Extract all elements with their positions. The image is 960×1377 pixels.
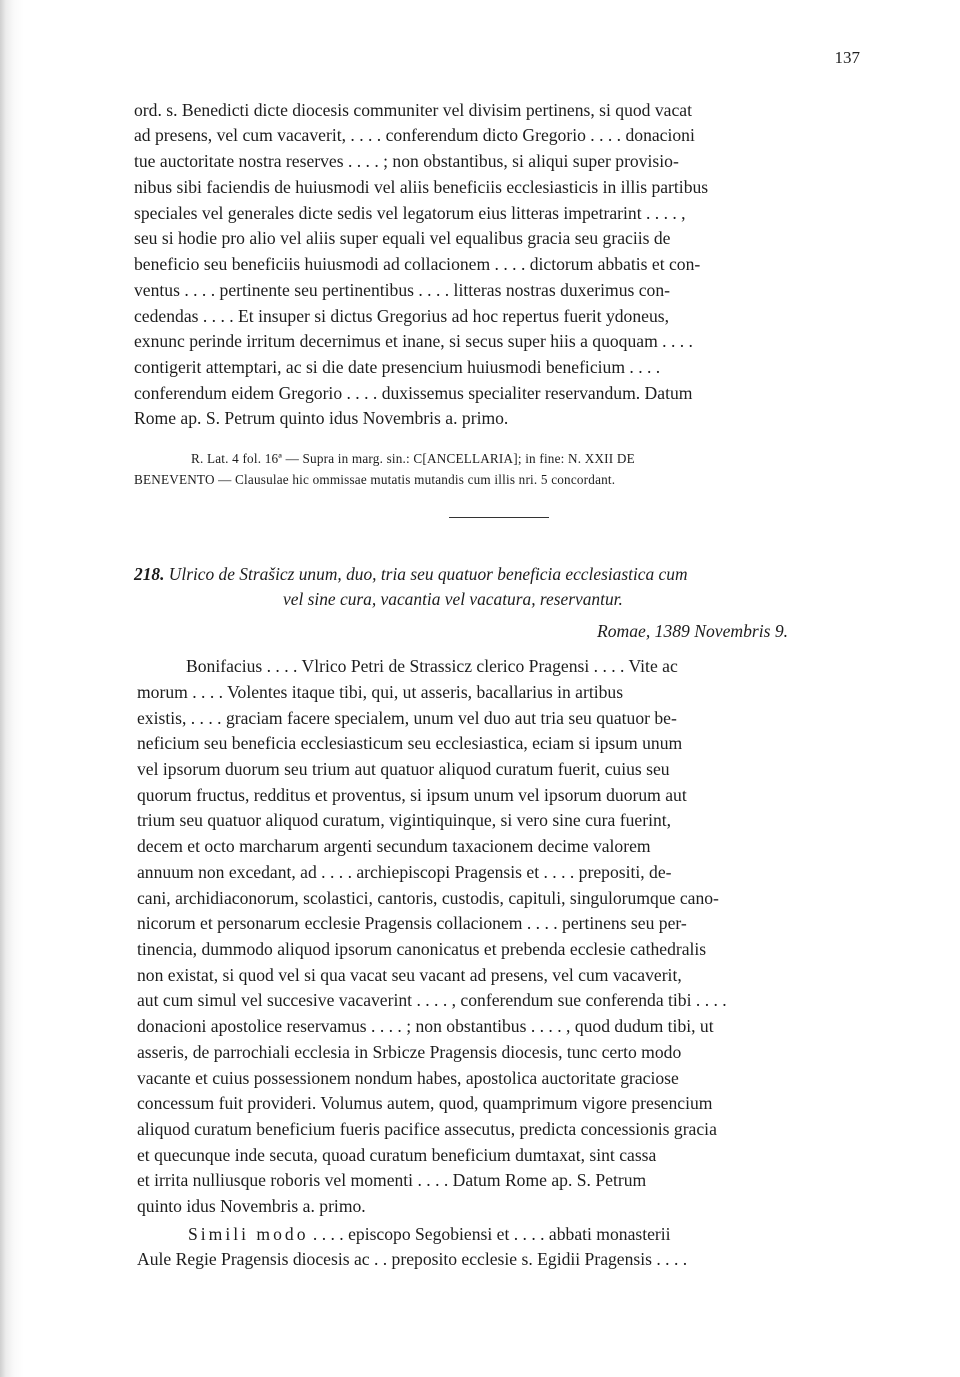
entry-place-date: Romae, 1389 Novembris 9. bbox=[597, 621, 789, 641]
text-line: Aule Regie Pragensis diocesis ac . . preposito ecclesie s. Egidii Pragensis . . . . bbox=[137, 1249, 688, 1269]
text-line: donacioni apostolice reservamus . . . . ; non obstantibus . . . . , quod dudum tibi, ut bbox=[137, 1016, 714, 1036]
entry-title-line bbox=[134, 562, 688, 586]
text-line: et irrita nulliusque roboris vel momenti . . . . Datum Rome ap. S. Petrum bbox=[137, 1170, 647, 1190]
page-number: 137 bbox=[834, 48, 860, 67]
text-line: trium seu quatuor aliquod curatum, vigintiquinque, si vero sine cura fuerint, bbox=[137, 810, 672, 830]
entry-title: Ulrico de Strašicz unum, duo, tria seu quatuor beneficia ecclesiastica cum bbox=[168, 564, 688, 584]
text-line: ventus . . . . pertinente seu pertinentibus . . . . litteras nostras duxerimus con- bbox=[134, 280, 671, 300]
text-line: aut cum simul vel succesive vacaverint . . . . , conferendum sue conferenda tibi . . . . bbox=[137, 990, 727, 1010]
text-line bbox=[188, 1222, 671, 1246]
text-line: Bonifacius . . . . Vlrico Petri de Strassicz clerico Pragensi . . . . Vite ac bbox=[186, 656, 678, 676]
text-line: cedendas . . . . Et insuper si dictus Gregorius ad hoc repertus fuerit ydoneus, bbox=[134, 306, 670, 326]
text-line: concessum fuit provideri. Volumus autem, quod, quamprimum vigore presencium bbox=[137, 1093, 713, 1113]
text-line: vacante et cuius possessionem nondum habes, apostolica auctoritate graciose bbox=[137, 1068, 679, 1088]
footnote-line: BENEVENTO — Clausulae hic ommissae mutatis mutandis cum illis nri. 5 concordant. bbox=[134, 472, 616, 487]
section-divider bbox=[449, 517, 549, 518]
entry-number: 218. bbox=[134, 564, 165, 584]
text-line: aliquod curatum beneficium fueris pacifice assecutus, predicta concessionis gracia bbox=[137, 1119, 717, 1139]
simili-modo-lead: Simili modo bbox=[188, 1224, 309, 1244]
entry-title-line-2: vel sine cura, vacantia vel vacatura, reservantur. bbox=[283, 589, 623, 609]
text-line: beneficio seu beneficiis huiusmodi ad collacionem . . . . dictorum abbatis et con- bbox=[134, 254, 701, 274]
text-line: nibus sibi faciendis de huiusmodi vel aliis beneficiis ecclesiasticis in illis partibus bbox=[134, 177, 709, 197]
text-line: neficium seu beneficia ecclesiasticum seu ecclesiastica, eciam si ipsum unum bbox=[137, 733, 683, 753]
text-line: annuum non excedant, ad . . . . archiepiscopi Pragensis et . . . . prepositi, de- bbox=[137, 862, 672, 882]
text-line: contigerit attemptari, ac si die date presencium huiusmodi beneficium . . . . bbox=[134, 357, 661, 377]
text-line: tinencia, dummodo aliquod ipsorum canonicatus et prebenda ecclesie cathedralis bbox=[137, 939, 707, 959]
text-line: tue auctoritate nostra reserves . . . . ; non obstantibus, si aliqui super provisio- bbox=[134, 151, 679, 171]
text-line: decem et octo marcharum argenti secundum taxacionem decime valorem bbox=[137, 836, 651, 856]
text-line: non existat, si quod vel si qua vacat seu vacant ad presens, vel cum vacaverit, bbox=[137, 965, 682, 985]
text-line: quinto idus Novembris a. primo. bbox=[137, 1196, 366, 1216]
text-line: cani, archidiaconorum, scolastici, cantoris, custodis, capituli, singulorumque cano- bbox=[137, 888, 719, 908]
footnote-line: R. Lat. 4 fol. 16ª — Supra in marg. sin.: C[ANCELLARIA]; in fine: N. XXII DE bbox=[191, 451, 635, 466]
text-line: nicorum et personarum ecclesie Pragensis collacionem . . . . pertinens seu per- bbox=[137, 913, 687, 933]
text-line: quorum fructus, redditus et proventus, si ipsum unum vel ipsorum duorum aut bbox=[137, 785, 687, 805]
text-line: ord. s. Benedicti dicte diocesis communiter vel divisim pertinens, si quod vacat bbox=[134, 100, 692, 120]
text-line: existis, . . . . graciam facere specialem, unum vel duo aut tria seu quatuor be- bbox=[137, 708, 677, 728]
text-line: vel ipsorum duorum seu trium aut quatuor aliquod curatum fuerit, cuius seu bbox=[137, 759, 670, 779]
text-line: speciales vel generales dicte sedis vel legatorum eius litteras impetrarint . . . . , bbox=[134, 203, 686, 223]
text-line-rest: . . . . episcopo Segobiensi et . . . . abbati monasterii bbox=[308, 1224, 671, 1244]
text-line: seu si hodie pro alio vel aliis super equali vel equalibus gracia seu graciis de bbox=[134, 228, 671, 248]
text-line: Rome ap. S. Petrum quinto idus Novembris a. primo. bbox=[134, 408, 509, 428]
text-line: conferendum eidem Gregorio . . . . duxissemus specialiter reservandum. Datum bbox=[134, 383, 693, 403]
text-line: et quecunque inde secuta, quoad curatum beneficium dumtaxat, sint cassa bbox=[137, 1145, 657, 1165]
text-line: exnunc perinde irritum decernimus et inane, si secus super hiis a quoquam . . . . bbox=[134, 331, 693, 351]
text-line: asseris, de parrochiali ecclesia in Srbicze Pragensis diocesis, tunc certo modo bbox=[137, 1042, 682, 1062]
text-line: ad presens, vel cum vacaverit, . . . . conferendum dicto Gregorio . . . . donacioni bbox=[134, 125, 695, 145]
text-line: morum . . . . Volentes itaque tibi, qui, ut asseris, bacallarius in artibus bbox=[137, 682, 624, 702]
